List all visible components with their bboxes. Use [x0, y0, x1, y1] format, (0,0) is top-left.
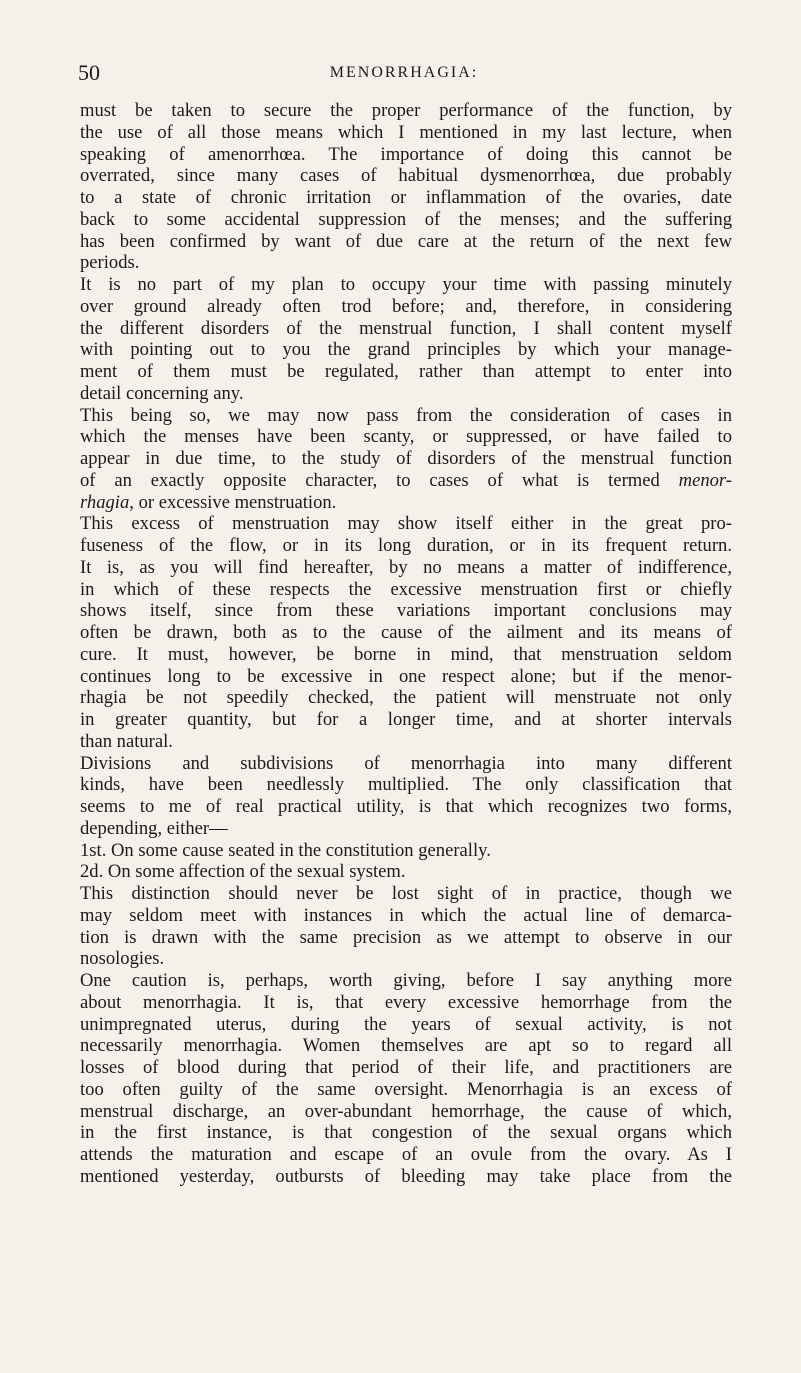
text-line-content: of an exactly opposite character, to cases of what is termed [80, 469, 679, 491]
italic-term: rhagia [80, 491, 130, 513]
text-line-content: which the menses have been scanty, or suppressed, or have failed to [80, 426, 732, 448]
text-line-content: One caution is, perhaps, worth giving, before I say anything more [80, 970, 732, 991]
text-line [80, 470, 732, 492]
text-line-content: back to some accidental suppression of the menses; and the suffering [80, 208, 732, 230]
text-line [80, 361, 732, 383]
text-line [80, 774, 732, 796]
text-line [80, 492, 732, 514]
text-line [80, 992, 732, 1014]
text-line [80, 187, 732, 209]
text-line [80, 883, 732, 905]
text-line-continuation: , or excessive menstruation. [129, 491, 337, 513]
text-line-content: kinds, have been needlessly multiplied. The only classification that [80, 774, 732, 796]
text-line-content: attends the maturation and escape of an ovule from the ovary. As I [80, 1144, 732, 1165]
text-line [80, 557, 732, 579]
text-line [80, 100, 732, 122]
text-line [80, 905, 732, 927]
text-line-content: ment of them must be regulated, rather than attempt to enter into [80, 361, 732, 382]
text-line [80, 296, 732, 318]
text-line-content: unimpregnated uterus, during the years of sexual activity, is not [80, 1013, 732, 1035]
text-line-content: has been confirmed by want of due care at the return of the next few [80, 230, 732, 252]
text-line-content: necessarily menorrhagia. Women themselves are apt so to regard all [80, 1035, 732, 1057]
text-line [80, 948, 732, 970]
text-line [80, 644, 732, 666]
text-line [80, 731, 732, 753]
text-line [80, 122, 732, 144]
text-line-content: detail concerning any. [80, 382, 244, 404]
text-line-content: cure. It must, however, be borne in mind, that menstruation seldom [80, 643, 732, 665]
text-line-content: This distinction should never be lost sight of in practice, though we [80, 883, 732, 904]
running-head: MENORRHAGIA: [329, 64, 479, 81]
text-line [80, 252, 732, 274]
text-line-content: nosologies. [80, 948, 165, 970]
text-line-content: seems to me of real practical utility, is that which recognizes two forms, [80, 796, 732, 817]
text-line [80, 535, 732, 557]
text-line-content: must be taken to secure the proper performance of the function, by [80, 100, 732, 121]
text-line [80, 753, 732, 775]
text-line-content: overrated, since many cases of habitual dysmenorrhœa, due probably [80, 165, 732, 187]
text-line-content: 2d. On some affection of the sexual system. [80, 861, 406, 883]
text-line-content: about menorrhagia. It is, that every excessive hemorrhage from the [80, 991, 732, 1013]
body-text [80, 100, 732, 1188]
text-line-content: losses of blood during that period of their life, and practitioners are [80, 1057, 732, 1078]
text-line-content: the different disorders of the menstrual function, I shall content myself [80, 317, 732, 339]
text-line [80, 339, 732, 361]
text-line [80, 796, 732, 818]
text-line [80, 687, 732, 709]
text-line [80, 383, 732, 405]
text-line [80, 1014, 732, 1036]
text-line-content: too often guilty of the same oversight. Menorrhagia is an excess of [80, 1078, 732, 1100]
text-line [80, 1079, 732, 1101]
page-header [78, 60, 730, 90]
text-line-content: continues long to be excessive in one respect alone; but if the menor- [80, 665, 732, 687]
text-line [80, 579, 732, 601]
text-line-content: than natural. [80, 730, 173, 752]
text-line [80, 318, 732, 340]
text-line-content: over ground already often trod before; and, therefore, in considering [80, 295, 732, 317]
text-line [80, 861, 732, 883]
text-line [80, 1122, 732, 1144]
text-line [80, 231, 732, 253]
text-line-content: Divisions and subdivisions of menorrhagia into many different [80, 752, 732, 774]
page-number: 50 [78, 60, 100, 85]
text-line-content: This excess of menstruation may show itself either in the great pro- [80, 513, 732, 535]
text-line-content: with pointing out to you the grand principles by which your manage- [80, 339, 732, 361]
text-line-content: tion is drawn with the same precision as we attempt to observe in our [80, 926, 732, 948]
text-line [80, 927, 732, 949]
text-line-content: periods. [80, 252, 140, 274]
text-line [80, 970, 732, 992]
text-line [80, 622, 732, 644]
text-line [80, 840, 732, 862]
text-line [80, 818, 732, 840]
text-line-content: 1st. On some cause seated in the constitution generally. [80, 839, 491, 861]
text-line [80, 165, 732, 187]
text-line [80, 1144, 732, 1166]
text-line-content: shows itself, since from these variations important conclusions may [80, 600, 732, 622]
text-line [80, 405, 732, 427]
text-line-content: menstrual discharge, an over-abundant hemorrhage, the cause of which, [80, 1100, 732, 1122]
text-line-content: may seldom meet with instances in which the actual line of demarca- [80, 904, 732, 926]
text-line [80, 1101, 732, 1123]
text-line-content: to a state of chronic irritation or inflammation of the ovaries, date [80, 187, 732, 208]
text-line-content: speaking of amenorrhœa. The importance of doing this cannot be [80, 143, 732, 165]
text-line [80, 513, 732, 535]
text-line-content: fuseness of the flow, or in its long duration, or in its frequent return. [80, 535, 732, 556]
text-line [80, 144, 732, 166]
text-line-content: It is no part of my plan to occupy your time with passing minutely [80, 274, 732, 295]
text-line-content: in greater quantity, but for a longer time, and at shorter intervals [80, 709, 732, 730]
text-line [80, 1057, 732, 1079]
text-line-content: depending, either— [80, 817, 228, 839]
text-line-content: mentioned yesterday, outbursts of bleeding may take place from the [80, 1165, 732, 1187]
text-line [80, 600, 732, 622]
text-line-content: It is, as you will find hereafter, by no means a matter of indifference, [80, 556, 732, 578]
text-line [80, 1035, 732, 1057]
text-line-content: This being so, we may now pass from the consideration of cases in [80, 404, 732, 426]
italic-term: menor- [678, 469, 732, 491]
text-line [80, 426, 732, 448]
text-line-content: in the first instance, is that congestion of the sexual organs which [80, 1122, 732, 1144]
text-line [80, 448, 732, 470]
text-line [80, 709, 732, 731]
text-line [80, 274, 732, 296]
text-line [80, 666, 732, 688]
text-line-content: the use of all those means which I mentioned in my last lecture, when [80, 121, 732, 143]
text-line-content: appear in due time, to the study of disorders of the menstrual function [80, 448, 732, 469]
text-line [80, 1166, 732, 1188]
text-line [80, 209, 732, 231]
text-line-content: in which of these respects the excessive menstruation first or chiefly [80, 578, 732, 600]
text-line-content: rhagia be not speedily checked, the patient will menstruate not only [80, 687, 732, 709]
text-line-content: often be drawn, both as to the cause of the ailment and its means of [80, 622, 732, 643]
